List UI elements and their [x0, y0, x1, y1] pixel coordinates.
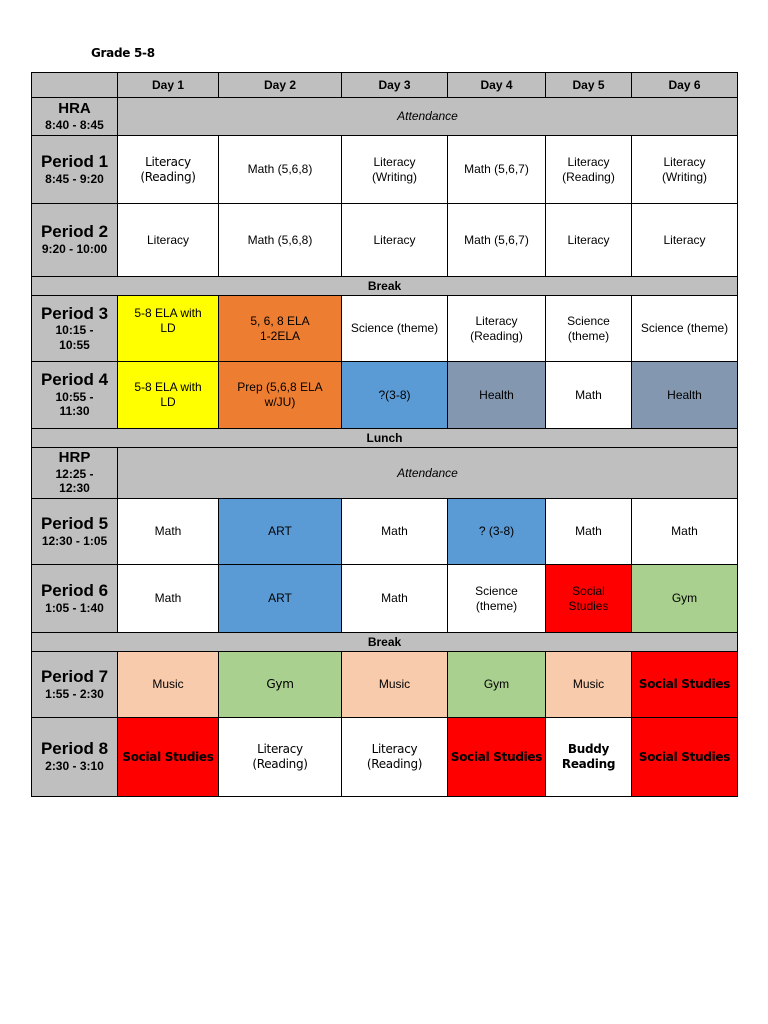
period-time: 1:55 - 2:30: [45, 686, 104, 701]
period-label: [32, 296, 118, 362]
schedule-row: [32, 718, 738, 797]
class-cell: Math: [632, 499, 738, 565]
class-cell: Buddy Reading: [546, 718, 632, 797]
period-name: Period 5: [40, 513, 109, 533]
period-time: 2:30 - 3:10: [45, 759, 104, 774]
day-header: Day 1: [118, 73, 219, 98]
class-cell: Math: [342, 565, 448, 633]
schedule-body: [32, 98, 738, 797]
period-label: [32, 718, 118, 797]
class-cell: Gym: [632, 565, 738, 633]
attendance-cell: Attendance: [118, 448, 738, 499]
break-label: Break: [32, 633, 738, 652]
period-time: 10:15 - 10:55: [55, 323, 94, 352]
corner-cell: [32, 73, 118, 98]
schedule-row: [32, 296, 738, 362]
class-cell: Literacy (Writing): [632, 136, 738, 204]
class-cell: Science (theme): [546, 296, 632, 362]
class-cell: Science (theme): [342, 296, 448, 362]
day-header: Day 6: [632, 73, 738, 98]
class-cell: Math (5,6,8): [219, 204, 342, 277]
class-cell: 5-8 ELA with LD: [118, 296, 219, 362]
class-cell: Music: [342, 652, 448, 718]
period-name: Period 1: [40, 151, 109, 171]
class-cell: Literacy (Reading): [546, 136, 632, 204]
period-label: [32, 204, 118, 277]
attendance-cell: Attendance: [118, 98, 738, 136]
class-cell: Literacy: [118, 204, 219, 277]
class-cell: Literacy (Reading): [118, 136, 219, 204]
schedule-table: [31, 72, 738, 797]
class-cell: Literacy: [632, 204, 738, 277]
day-header: Day 3: [342, 73, 448, 98]
day-header: Day 2: [219, 73, 342, 98]
period-label: [32, 565, 118, 633]
class-cell: Gym: [219, 652, 342, 718]
class-cell: ART: [219, 499, 342, 565]
class-cell: Literacy (Writing): [342, 136, 448, 204]
class-cell: ART: [219, 565, 342, 633]
class-cell: Math (5,6,7): [448, 136, 546, 204]
period-time: 1:05 - 1:40: [45, 600, 104, 615]
break-row: [32, 633, 738, 652]
class-cell: Music: [546, 652, 632, 718]
class-cell: ?(3-8): [342, 362, 448, 429]
period-label: [32, 136, 118, 204]
period-time: 8:40 - 8:45: [45, 117, 104, 132]
class-cell: Social Studies: [632, 718, 738, 797]
class-cell: Math: [546, 499, 632, 565]
class-cell: Health: [448, 362, 546, 429]
class-cell: Math: [342, 499, 448, 565]
period-time: 9:20 - 10:00: [41, 242, 108, 257]
class-cell: Prep (5,6,8 ELA w/JU): [219, 362, 342, 429]
schedule-row: [32, 362, 738, 429]
schedule-row: [32, 565, 738, 633]
class-cell: Social Studies: [632, 652, 738, 718]
period-time: 10:55 - 11:30: [55, 389, 94, 419]
class-cell: Music: [118, 652, 219, 718]
schedule-row: [32, 98, 738, 136]
period-name: HRP: [58, 449, 91, 467]
period-time: 12:30 - 1:05: [41, 533, 108, 548]
class-cell: Social Studies: [448, 718, 546, 797]
period-name: Period 4: [40, 370, 109, 390]
class-cell: Math: [118, 499, 219, 565]
period-label: [32, 362, 118, 429]
class-cell: Health: [632, 362, 738, 429]
period-label: [32, 98, 118, 136]
schedule-row: [32, 448, 738, 499]
schedule-row: [32, 499, 738, 565]
period-name: Period 2: [40, 222, 109, 242]
class-cell: 5-8 ELA with LD: [118, 362, 219, 429]
class-cell: Gym: [448, 652, 546, 718]
break-label: Break: [32, 277, 738, 296]
class-cell: Science (theme): [632, 296, 738, 362]
class-cell: Literacy (Reading): [342, 718, 448, 797]
class-cell: Literacy: [546, 204, 632, 277]
class-cell: Literacy: [342, 204, 448, 277]
schedule-row: [32, 136, 738, 204]
break-label: Lunch: [32, 429, 738, 448]
period-name: Period 3: [40, 303, 109, 323]
period-name: Period 7: [40, 666, 109, 686]
period-name: Period 6: [40, 580, 109, 600]
day-header: Day 4: [448, 73, 546, 98]
schedule-row: [32, 204, 738, 277]
class-cell: Math: [546, 362, 632, 429]
break-row: [32, 277, 738, 296]
class-cell: ? (3-8): [448, 499, 546, 565]
period-label: [32, 448, 118, 499]
day-header: Day 5: [546, 73, 632, 98]
period-label: [32, 499, 118, 565]
period-name: Period 8: [40, 739, 109, 759]
page-title: Grade 5-8: [91, 46, 155, 60]
period-label: [32, 652, 118, 718]
class-cell: Literacy (Reading): [219, 718, 342, 797]
class-cell: Math (5,6,7): [448, 204, 546, 277]
break-row: [32, 429, 738, 448]
period-time: 8:45 - 9:20: [45, 171, 104, 186]
class-cell: Science (theme): [448, 565, 546, 633]
day-header-row: [32, 73, 738, 98]
schedule-row: [32, 652, 738, 718]
class-cell: Social Studies: [546, 565, 632, 633]
class-cell: 5, 6, 8 ELA 1-2ELA: [219, 296, 342, 362]
class-cell: Literacy (Reading): [448, 296, 546, 362]
period-name: HRA: [58, 100, 91, 118]
class-cell: Math: [118, 565, 219, 633]
class-cell: Social Studies: [118, 718, 219, 797]
period-time: 12:25 - 12:30: [55, 466, 94, 496]
class-cell: Math (5,6,8): [219, 136, 342, 204]
